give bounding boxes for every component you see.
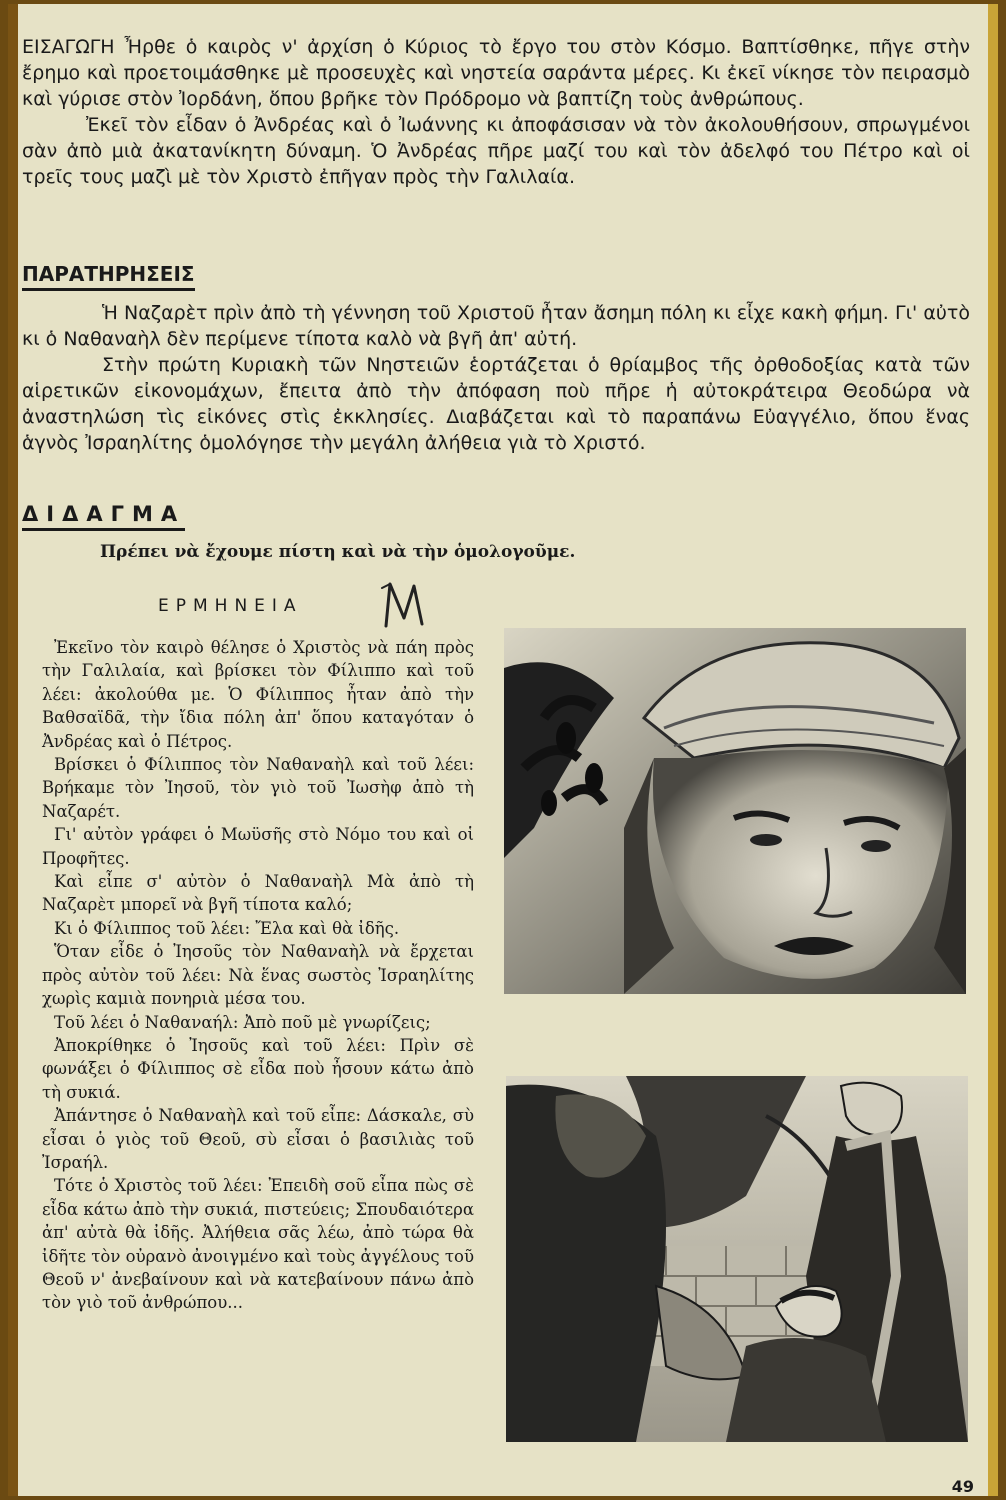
handwritten-mark-icon bbox=[380, 578, 440, 630]
binding-stripe bbox=[8, 4, 18, 1496]
page bbox=[8, 4, 998, 1496]
page-number: 49 bbox=[951, 1477, 974, 1496]
intro-section bbox=[22, 34, 970, 190]
observations-heading: ΠΑΡΑΤΗΡΗΣΕΙΣ bbox=[22, 262, 195, 291]
interpretation-paragraph: Τοῦ λέει ὁ Ναθαναήλ: Ἀπὸ ποῦ μὲ γνωρίζεις; bbox=[54, 1012, 431, 1032]
teaching-subtitle: Πρέπει νὰ ἔχουμε πίστη καὶ νὰ τὴν ὁμολογοῦμε. bbox=[100, 542, 576, 562]
interpretation-heading: ΕΡΜΗΝΕΙΑ bbox=[158, 596, 303, 616]
interpretation-paragraph: Τότε ὁ Χριστὸς τοῦ λέει: Ἐπειδὴ σοῦ εἶπα πὼς σὲ εἶδα κάτω ἀπὸ τὴν συκιά, πιστεύεις; Σπουδαιότερα ἀπ' αὐτὰ θὰ ἰδῆς. Ἀλήθεια σᾶς λέω, ἀπὸ τώρα θὰ ἰδῆτε τὸν οὐρανὸ ἀνοιγμένο καὶ τοὺς ἀγγέλους τοῦ Θεοῦ ν' ἀνεβαίνουν καὶ νὰ κατεβαίνουν πάνω ἀπὸ τὸν γιὸ τοῦ ἀνθρώπου... bbox=[42, 1176, 474, 1313]
interpretation-paragraph: Βρίσκει ὁ Φίλιππος τὸν Ναθαναὴλ καὶ τοῦ λέει: Βρήκαμε τὸν Ἰησοῦ, τὸν γιὸ τοῦ Ἰωσὴφ ἀπὸ τὴ Ναζαρέτ. bbox=[42, 755, 474, 821]
interpretation-paragraph: Κι ὁ Φίλιππος τοῦ λέει: Ἔλα καὶ θὰ ἰδῆς. bbox=[54, 918, 400, 938]
intro-paragraph: ΕΙΣΑΓΩΓΗ Ἦρθε ὁ καιρὸς ν' ἀρχίση ὁ Κύριος τὸ ἔργο του στὸν Κόσμο. Βαπτίσθηκε, πῆγε στὴν ἔρημο καὶ προετοιμάσθηκε μὲ προσευχὲς καὶ νηστεία σαράντα μέρες. Κι ἐκεῖ νίκησε τὸν πειρασμὸ καὶ γύρισε στὸν Ἰορδάνη, ὅπου βρῆκε τὸν Πρόδρομο νὰ βαπτίζη τοὺς ἀνθρώπους. bbox=[22, 36, 970, 110]
interpretation-paragraph: Καὶ εἶπε σ' αὐτὸν ὁ Ναθαναὴλ Μὰ ἀπὸ τὴ Ναζαρὲτ μπορεῖ νὰ βγῆ τίποτα καλό; bbox=[42, 872, 474, 915]
teaching-heading: ΔΙΔΑΓΜΑ bbox=[22, 502, 185, 531]
interpretation-paragraph: Γι' αὐτὸν γράφει ὁ Μωϋσῆς στὸ Νόμο του καὶ οἱ Προφῆτες. bbox=[42, 825, 474, 868]
interpretation-paragraph: Ἀπάντησε ὁ Ναθαναὴλ καὶ τοῦ εἶπε: Δάσκαλε, σὺ εἶσαι ὁ γιὸς τοῦ Θεοῦ, σὺ εἶσαι ὁ βασιλιὰς τοῦ Ἰσραήλ. bbox=[42, 1106, 474, 1172]
interpretation-paragraph: Ἀποκρίθηκε ὁ Ἰησοῦς καὶ τοῦ λέει: Πρὶν σὲ φωνάξει ὁ Φίλιππος σὲ εἶδα ποὺ ἦσουν κάτω ἀπὸ τὴ συκιά. bbox=[42, 1035, 474, 1102]
observations-paragraph: Στὴν πρώτη Κυριακὴ τῶν Νηστειῶν ἑορτάζεται ὁ θρίαμβος τῆς ὀρθοδοξίας κατὰ τῶν αἱρετικῶν εἰκονομάχων, ἔπειτα ἀπὸ τὴν ἀπόφαση ποὺ πῆρε ἡ αὐτοκράτειρα Θεοδώρα νὰ ἀναστηλώση τὶς εἰκόνες στὶς ἐκκλησίες. Διαβάζεται καὶ τὸ παραπάνω Εὐαγγέλιο, ὅπου ἕνας ἁγνὸς Ἰσραηλίτης ὁμολόγησε τὴν μεγάλη ἀλήθεια γιὰ τὸ Χριστό. bbox=[22, 354, 970, 454]
interpretation-paragraph: Ὅταν εἶδε ὁ Ἰησοῦς τὸν Ναθαναὴλ νὰ ἔρχεται πρὸς αὐτὸν τοῦ λέει: Νὰ ἕνας σωστὸς Ἰσραηλίτης χωρὶς καμιὰ πονηριὰ μέσα του. bbox=[42, 942, 474, 1009]
intro-paragraph: Ἐκεῖ τὸν εἶδαν ὁ Ἀνδρέας καὶ ὁ Ἰωάννης κι ἀποφάσισαν νὰ τὸν ἀκολουθήσουν, σπρωγμένοι σὰν ἀπὸ μιὰ ἀκατανίκητη δύναμη. Ὁ Ἀνδρέας πῆρε μαζί του καὶ τὸν ἀδελφό του Πέτρο καὶ οἱ τρεῖς τους μαζὶ μὲ τὸν Χριστὸ ἐπῆγαν πρὸς τὴν Γαλιλαία. bbox=[22, 114, 970, 188]
observations-paragraph: Ἡ Ναζαρὲτ πρὶν ἀπὸ τὴ γέννηση τοῦ Χριστοῦ ἦταν ἄσημη πόλη κι εἶχε κακὴ φήμη. Γι' αὐτὸ κι ὁ Ναθαναὴλ δὲν περίμενε τίποτα καλὸ νὰ βγῆ ἀπ' αὐτή. bbox=[22, 302, 970, 350]
observations-section bbox=[22, 300, 970, 456]
scene-illustration bbox=[506, 1076, 968, 1442]
interpretation-paragraph: Ἐκεῖνο τὸν καιρὸ θέλησε ὁ Χριστὸς νὰ πάη πρὸς τὴν Γαλιλαία, καὶ βρίσκει τὸν Φίλιππο καὶ τοῦ λέει: ἀκολούθα με. Ὁ Φίλιππος ἦταν ἀπὸ τὴν Βαθσαϊδᾶ, τὴν ἴδια πόλη ἀπ' ὅπου καταγόταν ὁ Ἀνδρέας καὶ ὁ Πέτρος. bbox=[42, 638, 474, 751]
portrait-illustration bbox=[504, 628, 966, 994]
interpretation-text bbox=[42, 636, 474, 1315]
